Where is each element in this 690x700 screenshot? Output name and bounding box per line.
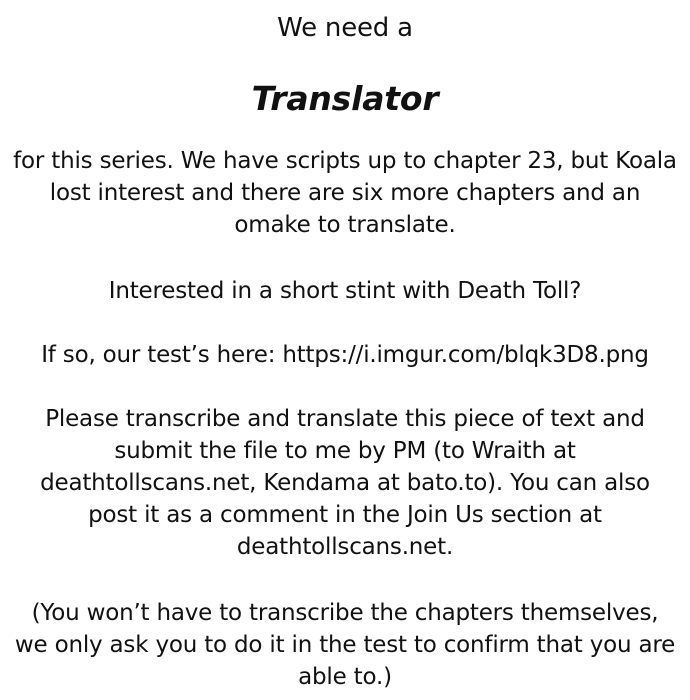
instructions-line: post it as a comment in the Join Us section at: [88, 502, 602, 528]
notice-heading: We need a: [277, 13, 413, 43]
test-link-line: If so, our test’s here: https://i.imgur.com/blqk3D8.png: [41, 342, 649, 368]
note-line: (You won’t have to transcribe the chapters themselves,: [31, 600, 659, 626]
interest-question: Interested in a short stint with Death Toll?: [108, 278, 582, 304]
note-line: we only ask you to do it in the test to confirm that you are: [14, 632, 676, 658]
intro-line: for this series. We have scripts up to chapter 23, but Koala: [13, 148, 677, 174]
instructions-line: submit the file to me by PM (to Wraith at: [114, 438, 576, 464]
instructions-line: deathtollscans.net, Kendama at bato.to). You can also: [40, 470, 650, 496]
note-line: able to.): [298, 664, 392, 690]
instructions-line: Please transcribe and translate this piece of text and: [45, 406, 645, 432]
instructions-line: deathtollscans.net.: [236, 534, 454, 560]
intro-line: omake to translate.: [234, 212, 456, 238]
notice-title: Translator: [251, 79, 439, 118]
intro-line: lost interest and there are six more chapters and an: [49, 180, 641, 206]
